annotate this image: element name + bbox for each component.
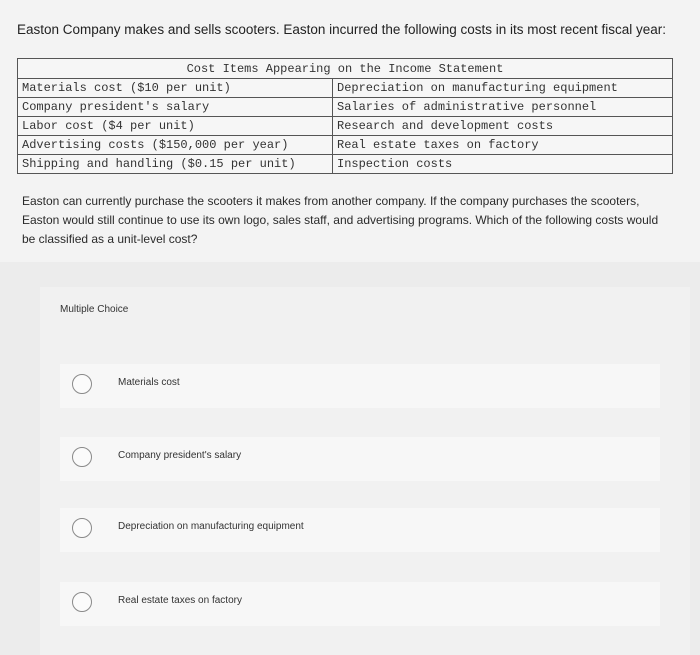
question-text: Easton can currently purchase the scooters it makes from another company. If the company purchases the scooters, Easton would still continue to use its own logo, sales staff, and advertising programs. Which of the following costs would be classified as a unit-level cost? — [22, 194, 659, 246]
radio-button[interactable] — [72, 518, 92, 538]
table-header-row — [18, 59, 673, 79]
table-cell: Company president's salary — [18, 98, 333, 117]
option-real-estate-taxes-on-factory[interactable] — [60, 582, 660, 626]
radio-button[interactable] — [72, 447, 92, 467]
table-row — [18, 98, 673, 117]
question-panel — [0, 0, 700, 262]
radio-button[interactable] — [72, 374, 92, 394]
option-company-presidents-salary[interactable] — [60, 437, 660, 481]
table-cell: Real estate taxes on factory — [333, 136, 673, 155]
radio-button[interactable] — [72, 592, 92, 612]
intro-text: Easton Company makes and sells scooters. Easton incurred the following costs in its most recent fiscal year: — [17, 22, 667, 37]
table-row — [18, 117, 673, 136]
option-label: Materials cost — [118, 377, 180, 388]
table-cell: Research and development costs — [333, 117, 673, 136]
table-cell: Inspection costs — [333, 155, 673, 174]
table-cell: Salaries of administrative personnel — [333, 98, 673, 117]
table-row — [18, 136, 673, 155]
option-materials-cost[interactable] — [60, 364, 660, 408]
table-cell: Shipping and handling ($0.15 per unit) — [18, 155, 333, 174]
cost-items-table — [17, 58, 673, 174]
table-cell: Depreciation on manufacturing equipment — [333, 79, 673, 98]
option-depreciation-on-manufacturing-equipment[interactable] — [60, 508, 660, 552]
table-row — [18, 79, 673, 98]
option-label: Depreciation on manufacturing equipment — [118, 521, 304, 532]
table-header: Cost Items Appearing on the Income Statement — [18, 59, 673, 79]
table-cell: Labor cost ($4 per unit) — [18, 117, 333, 136]
option-label: Real estate taxes on factory — [118, 595, 242, 606]
table-row — [18, 155, 673, 174]
multiple-choice-label: Multiple Choice — [60, 304, 129, 315]
multiple-choice-panel — [40, 287, 690, 655]
option-label: Company president's salary — [118, 450, 242, 461]
table-cell: Advertising costs ($150,000 per year) — [18, 136, 333, 155]
table-cell: Materials cost ($10 per unit) — [18, 79, 333, 98]
